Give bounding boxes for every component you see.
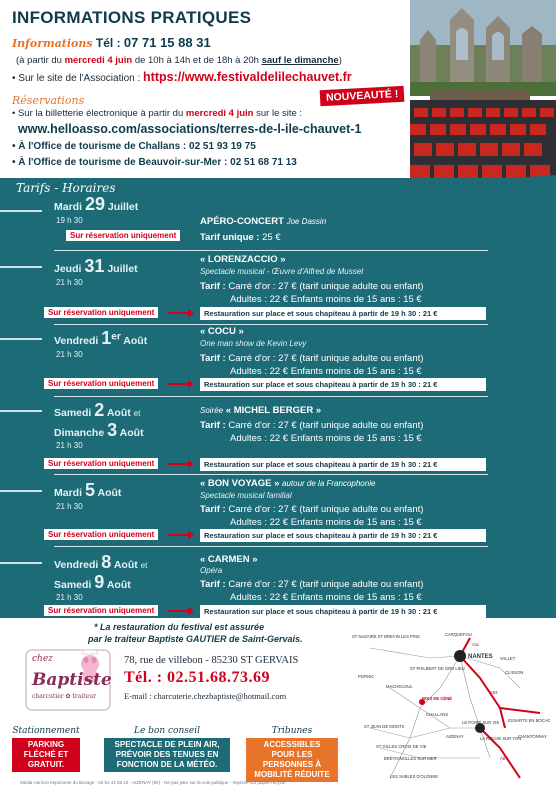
event-price: Tarif : Carré d'or : 27 € (tarif unique adulte ou enfant) bbox=[200, 420, 424, 431]
hours-except: sauf le dimanche bbox=[261, 55, 339, 66]
map-label: LES SABLES D'OLONNE bbox=[390, 774, 439, 779]
site-line bbox=[12, 70, 352, 84]
map-label: CLISSON bbox=[505, 670, 524, 675]
event-date: Samedi 2 Août et bbox=[54, 400, 141, 420]
catering-note-1: * La restauration du festival est assurée bbox=[94, 622, 265, 632]
event-separator bbox=[54, 324, 488, 325]
caterer-address: 78, rue de villebon - 85230 ST GERVAIS bbox=[124, 655, 299, 666]
event-date-2: Dimanche 3 Août bbox=[54, 420, 144, 440]
map-label: LA ROCHE SUR YON bbox=[480, 736, 522, 741]
map-label: PORNIC bbox=[358, 674, 375, 679]
event-time: 21 h 30 bbox=[56, 441, 83, 450]
event-separator bbox=[54, 546, 488, 547]
event-separator bbox=[54, 474, 488, 475]
event-date: Jeudi 31 Juillet bbox=[54, 256, 138, 276]
hours-pre: (à partir du bbox=[16, 55, 62, 66]
tribunes-head: Tribunes bbox=[271, 726, 313, 736]
access-map bbox=[350, 628, 550, 786]
reservation-only-badge: Sur réservation uniquement bbox=[44, 307, 158, 318]
arrow-icon bbox=[168, 463, 192, 465]
reservation-only-badge: Sur réservation uniquement bbox=[44, 458, 158, 469]
map-label: ESSARTS EN BOCAGE bbox=[508, 718, 550, 723]
parking-block bbox=[12, 726, 80, 772]
map-label: AIZENAY bbox=[446, 734, 464, 739]
arrow-icon bbox=[168, 312, 192, 314]
map-label: VALLET bbox=[500, 656, 516, 661]
arrow-icon bbox=[168, 383, 192, 385]
map-label: ST GILLES CROIX DE VIE bbox=[376, 744, 427, 749]
advice-block bbox=[104, 726, 230, 772]
event-price-2: Adultes : 22 € Enfants moins de 15 ans : 15 € bbox=[230, 366, 422, 377]
print-footer: Média Horizon Imprimerie du Bocage - 02 51 41 59 10 - AIZENAY (85) - Ne pas jeter sur la voie publique - Imprimé sur papier recyclé bbox=[20, 780, 286, 785]
event-time: 21 h 30 bbox=[56, 593, 83, 602]
event-time: 21 h 30 bbox=[56, 350, 83, 359]
logo-chez: chez bbox=[32, 654, 53, 664]
caterer-phone[interactable]: Tél. : 02.51.68.73.69 bbox=[124, 669, 271, 686]
parking-box: PARKING FLÉCHÉ ET GRATUIT. bbox=[12, 738, 80, 772]
event-separator bbox=[54, 396, 488, 397]
reservation-only-badge: Sur réservation uniquement bbox=[66, 230, 180, 241]
caterer-email[interactable]: E-mail : charcuterie.chezbaptiste@hotmail.com bbox=[124, 691, 287, 701]
nantes-marker bbox=[454, 650, 466, 662]
info-label: Informations bbox=[12, 37, 93, 50]
arrow-icon bbox=[168, 534, 192, 536]
event-date: Vendredi 8 Août et bbox=[54, 552, 148, 572]
baptiste-logo bbox=[24, 648, 112, 712]
restauration-banner: Restauration sur place et sous chapiteau à partir de 19 h 30 : 21 € bbox=[200, 529, 486, 542]
event-date-2: Samedi 9 Août bbox=[54, 572, 131, 592]
event-price-2: Adultes : 22 € Enfants moins de 15 ans : 15 € bbox=[230, 517, 422, 528]
site-pre: • Sur le site de l'Association : bbox=[12, 73, 141, 84]
new-badge: NOUVEAUTÉ ! bbox=[320, 86, 405, 106]
event-subtitle: Spectacle musical - Œuvre d'Alfred de Musset bbox=[200, 267, 364, 276]
map-label: BRÉTIGNOLLES SUR MER bbox=[384, 756, 437, 761]
logo-sub: charcutier ✿ traiteur bbox=[32, 693, 96, 700]
restauration-banner: Restauration sur place et sous chapiteau à partir de 19 h 30 : 21 € bbox=[200, 605, 486, 618]
map-label: BOIS DE CÉNÉ bbox=[422, 696, 453, 701]
catering-note bbox=[88, 621, 303, 645]
event-time: 21 h 30 bbox=[56, 278, 83, 287]
event-title: APÉRO-CONCERT Joe Dassin bbox=[200, 216, 327, 227]
page-title: INFORMATIONS PRATIQUES bbox=[12, 8, 252, 27]
map-label: ST JEAN DE MONTS bbox=[364, 724, 405, 729]
event-subtitle: Opéra bbox=[200, 566, 223, 575]
office-challans: • À l'Office de tourisme de Challans : 02 51 93 19 75 bbox=[12, 141, 256, 152]
map-label: CHANTONNAY bbox=[518, 734, 547, 739]
advice-head: Le bon conseil bbox=[134, 726, 200, 736]
hours-mid: de 10h à 14h et de 18h à 20h bbox=[134, 55, 259, 66]
event-title: « COCU » bbox=[200, 326, 244, 337]
event-price-2: Adultes : 22 € Enfants moins de 15 ans : 15 € bbox=[230, 592, 422, 603]
event-subtitle: Spectacle musical familial bbox=[200, 491, 292, 500]
event-title: « CARMEN » bbox=[200, 554, 258, 565]
map-label: ST PHILBERT DE GRD LIEU bbox=[410, 666, 465, 671]
phone-number[interactable]: 07 71 15 88 31 bbox=[123, 35, 211, 50]
event-title: Soirée « MICHEL BERGER » bbox=[200, 405, 322, 416]
advice-box: SPECTACLE DE PLEIN AIR, PRÉVOIR DES TENUES EN FONCTION DE LA MÉTÉO. bbox=[104, 738, 230, 772]
reservations-label: Réservations bbox=[12, 94, 85, 107]
reservation-only-badge: Sur réservation uniquement bbox=[44, 529, 158, 540]
map-label: A11 bbox=[472, 642, 480, 647]
event-time: 19 h 30 bbox=[56, 216, 83, 225]
event-title: « LORENZACCIO » bbox=[200, 254, 286, 265]
event-price: Tarif : Carré d'or : 27 € (tarif unique adulte ou enfant) bbox=[200, 353, 424, 364]
tribunes-block bbox=[246, 726, 338, 782]
event-dash bbox=[0, 338, 42, 340]
event-subtitle: One man show de Kevin Levy bbox=[200, 339, 307, 348]
resa-date: mercredi 4 juin bbox=[185, 108, 254, 119]
catering-note-2: par le traiteur Baptiste GAUTIER de Saint-Gervais. bbox=[88, 634, 303, 644]
helloasso-link[interactable]: www.helloasso.com/associations/terres-de-l-ile-chauvet-1 bbox=[18, 122, 362, 136]
hours-line bbox=[16, 55, 342, 66]
hours-date: mercredi 4 juin bbox=[64, 55, 133, 66]
logo-name: Baptiste bbox=[32, 670, 112, 690]
map-label: MACHECOUL bbox=[386, 684, 413, 689]
restauration-banner: Restauration sur place et sous chapiteau à partir de 19 h 30 : 21 € bbox=[200, 378, 486, 391]
tribunes-box: ACCESSIBLES POUR LES PERSONNES À MOBILITÉ RÉDUITE bbox=[246, 738, 338, 782]
event-dash bbox=[0, 410, 42, 412]
event-date: Mardi 29 Juillet bbox=[54, 194, 139, 214]
event-dash bbox=[0, 490, 42, 492]
restauration-banner: Restauration sur place et sous chapiteau à partir de 19 h 30 : 21 € bbox=[200, 458, 486, 471]
event-price-2: Adultes : 22 € Enfants moins de 15 ans : 15 € bbox=[230, 433, 422, 444]
parking-head: Stationnement bbox=[12, 726, 80, 736]
resa-pre: • Sur la billetterie électronique à partir du bbox=[12, 108, 184, 119]
event-dash bbox=[0, 266, 42, 268]
event-date: Mardi 5 Août bbox=[54, 480, 122, 500]
tarifs-title: Tarifs - Horaires bbox=[16, 181, 116, 195]
event-dash bbox=[0, 562, 42, 564]
event-separator bbox=[54, 250, 488, 251]
tel-label: Tél : bbox=[95, 36, 121, 50]
office-beauvoir: • À l'Office de tourisme de Beauvoir-sur-Mer : 02 51 68 71 13 bbox=[12, 157, 297, 168]
event-date: Vendredi 1er Août bbox=[54, 328, 148, 348]
map-label: CARQUEFOU bbox=[445, 632, 472, 637]
event-price: Tarif : Carré d'or : 27 € (tarif unique adulte ou enfant) bbox=[200, 281, 424, 292]
resa-post: sur le site : bbox=[256, 108, 303, 119]
map-label: CHALLANS bbox=[426, 712, 449, 717]
reservation-only-badge: Sur réservation uniquement bbox=[44, 605, 158, 616]
event-price: Tarif unique : 25 € bbox=[200, 232, 281, 243]
event-price: Tarif : Carré d'or : 27 € (tarif unique adulte ou enfant) bbox=[200, 579, 424, 590]
map-label: A87 bbox=[500, 756, 508, 761]
restauration-banner: Restauration sur place et sous chapiteau à partir de 19 h 30 : 21 € bbox=[200, 307, 486, 320]
hours-post: ) bbox=[338, 55, 342, 66]
venue-photo bbox=[410, 0, 556, 200]
ticketing-line bbox=[12, 108, 302, 119]
event-price: Tarif : Carré d'or : 27 € (tarif unique adulte ou enfant) bbox=[200, 504, 424, 515]
event-dash bbox=[0, 210, 42, 212]
map-label: LE POIRÉ SUR VIE bbox=[462, 720, 500, 725]
map-label: NANTES bbox=[468, 654, 493, 660]
event-time: 21 h 30 bbox=[56, 502, 83, 511]
festival-site-link[interactable]: https://www.festivaldelilechauvet.fr bbox=[143, 70, 352, 84]
reservation-only-badge: Sur réservation uniquement bbox=[44, 378, 158, 389]
contact-phone-line bbox=[12, 35, 211, 50]
event-title: « BON VOYAGE » autour de la Francophonie bbox=[200, 478, 376, 489]
event-price-2: Adultes : 22 € Enfants moins de 15 ans : 15 € bbox=[230, 294, 422, 305]
map-label: A83 bbox=[490, 690, 498, 695]
arrow-icon bbox=[168, 610, 192, 612]
map-label: ST NAZAIRE ST BREVIN LES PINS bbox=[352, 634, 420, 639]
